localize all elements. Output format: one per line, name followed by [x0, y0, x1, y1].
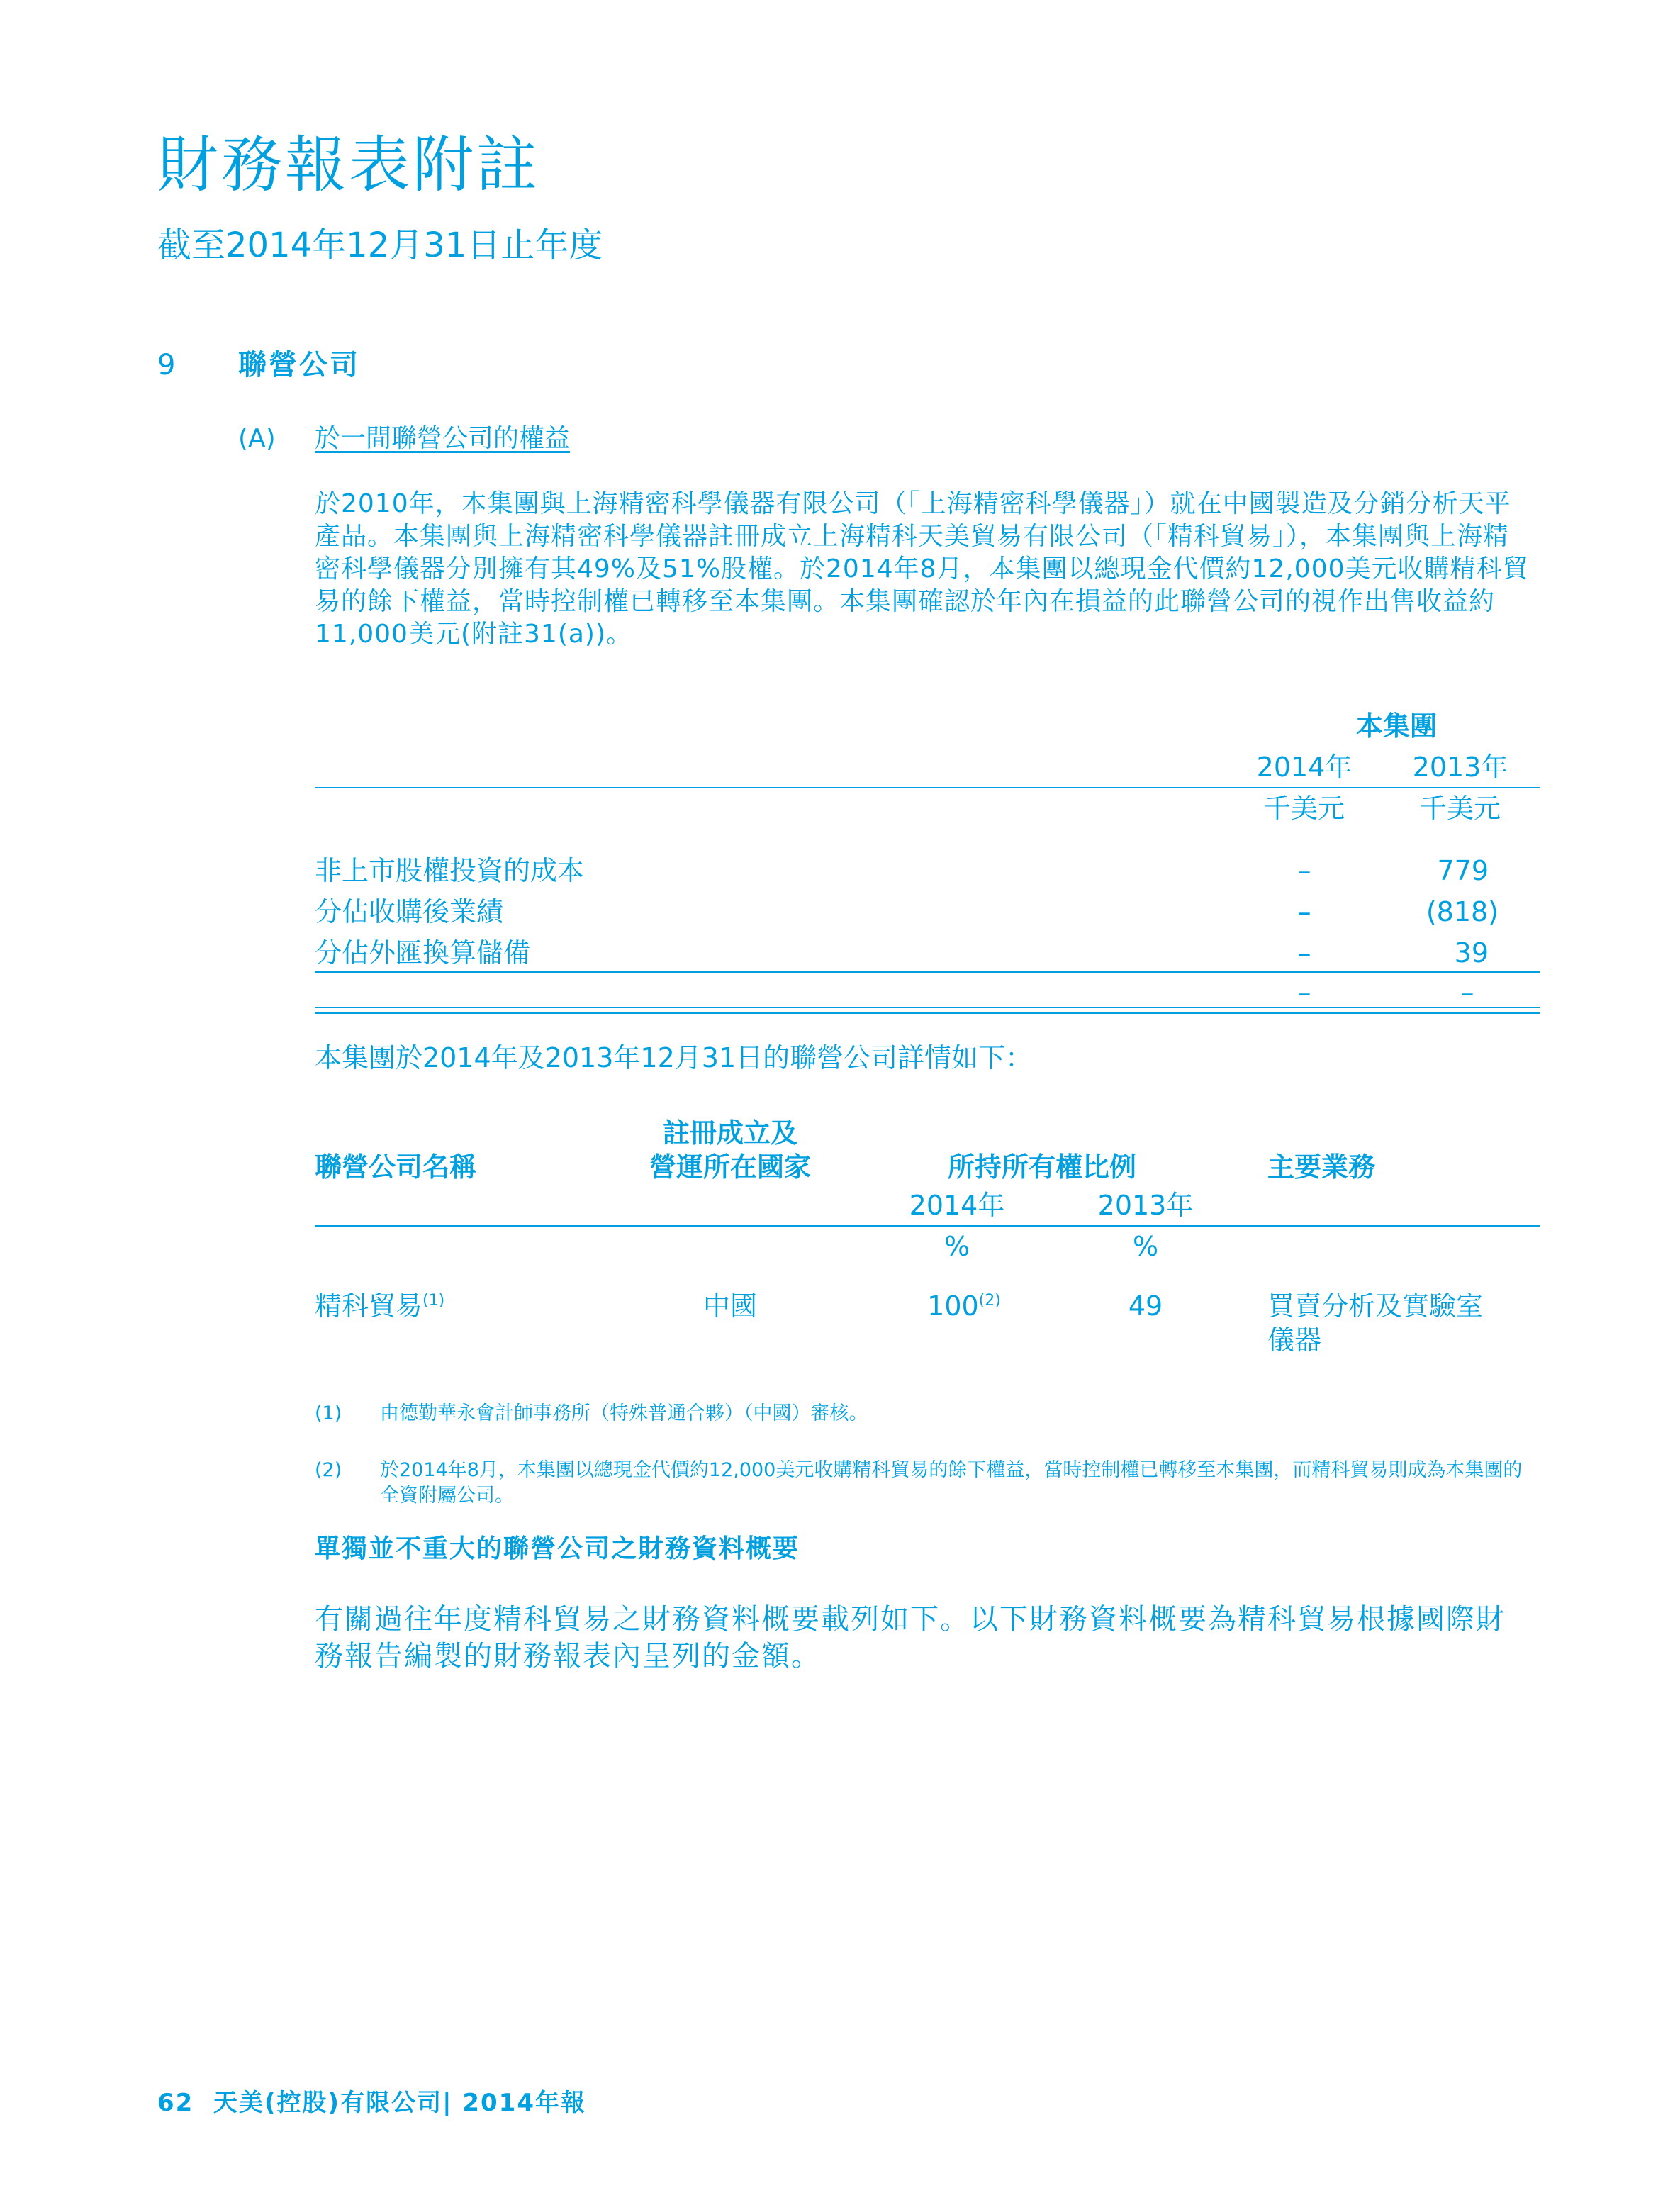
total-2013: –: [1460, 977, 1474, 1008]
footnote-1-text: 由德勤華永會計師事務所（特殊普通合夥）（中國）審核。: [380, 1402, 868, 1424]
table-row-label: 分佔外匯換算儲備: [315, 937, 531, 969]
subtotal-rule: [315, 971, 1540, 973]
associate-country: 中國: [702, 1290, 757, 1322]
header-year-2014: 2014年: [909, 1190, 1005, 1221]
header-unit-2013: %: [1132, 1231, 1159, 1262]
table-cell-2014: –: [1297, 896, 1311, 927]
footnote-2-text: 於2014年8月，本集團以總現金代價約12,000美元收購精科貿易的餘下權益，當時控制權已轉移至本集團，而精科貿易則成為本集團的全資附屬公司。: [380, 1459, 1523, 1507]
total-double-rule-top: [315, 1007, 1540, 1008]
ownership-2014-value: 100: [927, 1290, 979, 1322]
table-cell-2014: –: [1297, 855, 1311, 886]
table-cell-2013: 39: [1454, 937, 1489, 969]
page-title: 財務報表附註: [157, 130, 540, 201]
section-title: 聯營公司: [238, 349, 360, 381]
table-cell-2013: 779: [1437, 855, 1489, 886]
table-cell-2013: (818): [1426, 896, 1499, 927]
footnote-ref-2: (2): [978, 1292, 1001, 1310]
section-number: 9: [157, 349, 176, 381]
unit-2014-header: 千美元: [1263, 793, 1345, 824]
table-header-rule: [315, 787, 1540, 788]
total-2014: –: [1297, 977, 1311, 1008]
ownership-2014: [900, 1289, 1028, 1323]
page-number: 62: [157, 2089, 194, 2117]
year-2014-header: 2014年: [1256, 752, 1353, 783]
associate-name-text: 精科貿易: [315, 1290, 423, 1322]
page-footer: [157, 2087, 586, 2119]
header-principal-activity: 主要業務: [1267, 1151, 1376, 1183]
table-cell-2014: –: [1297, 937, 1311, 969]
subsection-title: 於一間聯營公司的權益: [315, 424, 571, 453]
table-row-label: 非上市股權投資的成本: [315, 855, 585, 886]
associate-name: [315, 1289, 444, 1323]
summary-paragraph: 有關過往年度精科貿易之財務資料概要載列如下。以下財務資料概要為精科貿易根據國際財務報告編製的財務報表內呈列的金額。: [315, 1603, 1506, 1673]
footnote-ref-1: (1): [422, 1292, 445, 1310]
subsection-label: (A): [238, 424, 276, 453]
footnote-2-marker: (2): [315, 1459, 342, 1481]
unit-2013-header: 千美元: [1419, 793, 1501, 824]
group-header: 本集團: [1355, 710, 1437, 742]
header-ownership: 所持所有權比例: [947, 1151, 1136, 1183]
principal-activity-line1: 買賣分析及實驗室: [1267, 1290, 1484, 1322]
principal-activity-line2: 儀器: [1267, 1324, 1322, 1356]
header-country-line2: 營運所在國家: [649, 1151, 811, 1183]
footnote-1-marker: (1): [315, 1402, 342, 1424]
page-subtitle: 截至2014年12月31日止年度: [157, 225, 603, 265]
summary-heading: 單獨並不重大的聯營公司之財務資料概要: [315, 1534, 800, 1563]
table2-header-rule: [315, 1225, 1540, 1227]
year-2013-header: 2013年: [1412, 752, 1508, 783]
details-intro: 本集團於2014年及2013年12月31日的聯營公司詳情如下：: [315, 1042, 1033, 1073]
header-country-line1: 註冊成立及: [662, 1117, 797, 1149]
header-year-2013: 2013年: [1097, 1190, 1194, 1221]
header-unit-2014: %: [943, 1231, 970, 1262]
footer-report-title: 天美(控股)有限公司| 2014年報: [213, 2089, 586, 2117]
table-row-label: 分佔收購後業績: [315, 896, 504, 927]
header-associate-name: 聯營公司名稱: [315, 1151, 477, 1183]
ownership-2013: 49: [1128, 1290, 1163, 1322]
total-double-rule-bottom: [315, 1012, 1540, 1014]
intro-paragraph: 於2010年，本集團與上海精密科學儀器有限公司（「上海精密科學儀器」）就在中國製造及分銷分析天平產品。本集團與上海精密科學儀器註冊成立上海精科天美貿易有限公司（「精科貿易」），本集團與上海精密科學儀器分別擁有其49%及51%股權。於2014年8月，本集團以總現金代價約12,000美元收購精科貿易的餘下權益，當時控制權已轉移至本集團。本集團確認於年內在損益的此聯營公司的視作出售收益約11,000美元(附註31(a))。: [315, 489, 1529, 649]
